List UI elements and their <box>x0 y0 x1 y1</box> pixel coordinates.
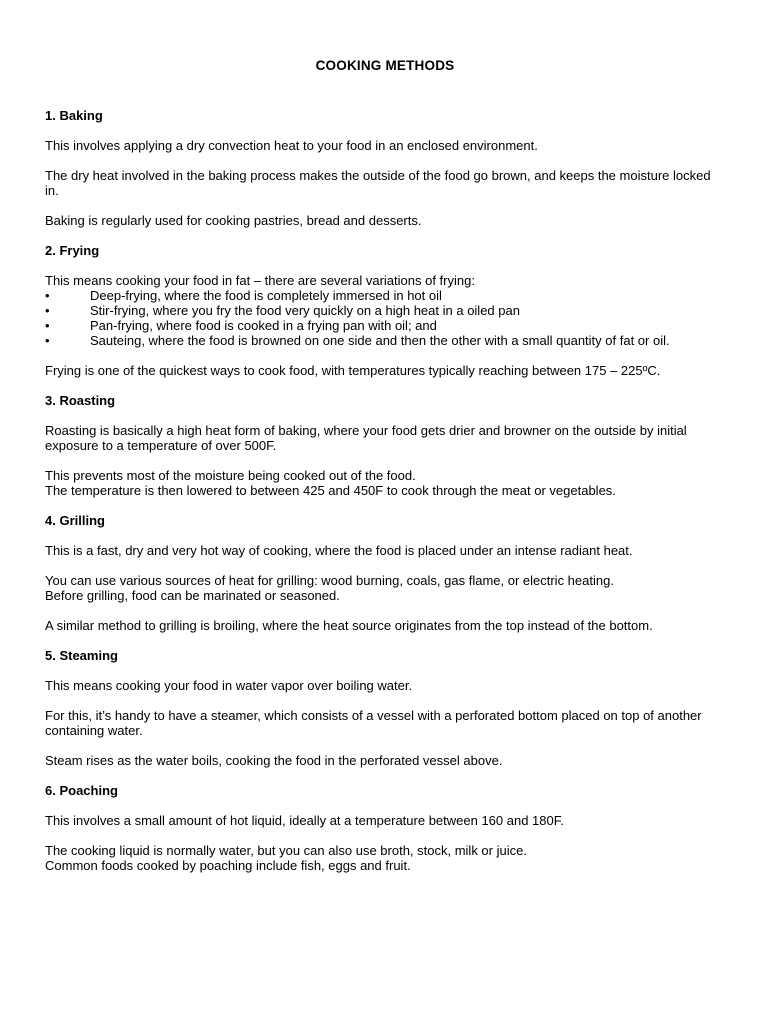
paragraph: Baking is regularly used for cooking pastries, bread and desserts. <box>45 213 422 228</box>
section-heading: 1. Baking <box>45 108 103 123</box>
paragraph: A similar method to grilling is broiling, where the heat source originates from the top instead of the bottom. <box>45 618 653 633</box>
bullet-icon: • <box>45 288 50 303</box>
document-title: COOKING METHODS <box>315 58 455 73</box>
list-item <box>45 288 725 303</box>
section-baking <box>45 108 725 228</box>
bullet-list <box>45 288 725 348</box>
section-heading: 2. Frying <box>45 243 100 258</box>
paragraph: This means cooking your food in fat – there are several variations of frying: <box>45 273 475 288</box>
paragraph: This means cooking your food in water vapor over boiling water. <box>45 678 413 693</box>
paragraph: Steam rises as the water boils, cooking the food in the perforated vessel above. <box>45 753 503 768</box>
section-heading: 6. Poaching <box>45 783 118 798</box>
section-heading: 4. Grilling <box>45 513 105 528</box>
list-item-text: Sauteing, where the food is browned on one side and then the other with a small quantity of fat or oil. <box>90 333 670 348</box>
bullet-icon: • <box>45 333 50 348</box>
paragraph: The cooking liquid is normally water, but you can also use broth, stock, milk or juice. Common foods cooked by poaching include fish, eggs and fruit. <box>45 843 527 873</box>
paragraph: The dry heat involved in the baking process makes the outside of the food go brown, and keeps the moisture locked in. <box>45 168 711 198</box>
list-item <box>45 333 725 348</box>
section-poaching <box>45 783 725 873</box>
section-heading: 5. Steaming <box>45 648 118 663</box>
list-item-text: Pan-frying, where food is cooked in a frying pan with oil; and <box>90 318 437 333</box>
document-page <box>45 58 725 888</box>
paragraph: Frying is one of the quickest ways to cook food, with temperatures typically reaching between 175 – 225ºC. <box>45 363 661 378</box>
section-steaming <box>45 648 725 768</box>
section-roasting <box>45 393 725 498</box>
section-heading: 3. Roasting <box>45 393 116 408</box>
paragraph: Roasting is basically a high heat form of baking, where your food gets drier and browner on the outside by initial exposure to a temperature of over 500F. <box>45 423 687 453</box>
list-item <box>45 318 725 333</box>
paragraph: This involves a small amount of hot liquid, ideally at a temperature between 160 and 180F. <box>45 813 564 828</box>
bullet-icon: • <box>45 318 50 333</box>
list-item <box>45 303 725 318</box>
paragraph: You can use various sources of heat for grilling: wood burning, coals, gas flame, or electric heating. Before grilling, food can be marinated or seasoned. <box>45 573 614 603</box>
section-frying <box>45 243 725 378</box>
list-item-text: Stir-frying, where you fry the food very quickly on a high heat in a oiled pan <box>90 303 520 318</box>
paragraph: This involves applying a dry convection heat to your food in an enclosed environment. <box>45 138 538 153</box>
paragraph: This prevents most of the moisture being cooked out of the food. The temperature is then lowered to between 425 and 450F to cook through the meat or vegetables. <box>45 468 616 498</box>
paragraph: For this, it’s handy to have a steamer, which consists of a vessel with a perforated bottom placed on top of another containing water. <box>45 708 702 738</box>
bullet-icon: • <box>45 303 50 318</box>
list-item-text: Deep-frying, where the food is completely immersed in hot oil <box>90 288 442 303</box>
paragraph: This is a fast, dry and very hot way of cooking, where the food is placed under an intense radiant heat. <box>45 543 633 558</box>
section-grilling <box>45 513 725 633</box>
